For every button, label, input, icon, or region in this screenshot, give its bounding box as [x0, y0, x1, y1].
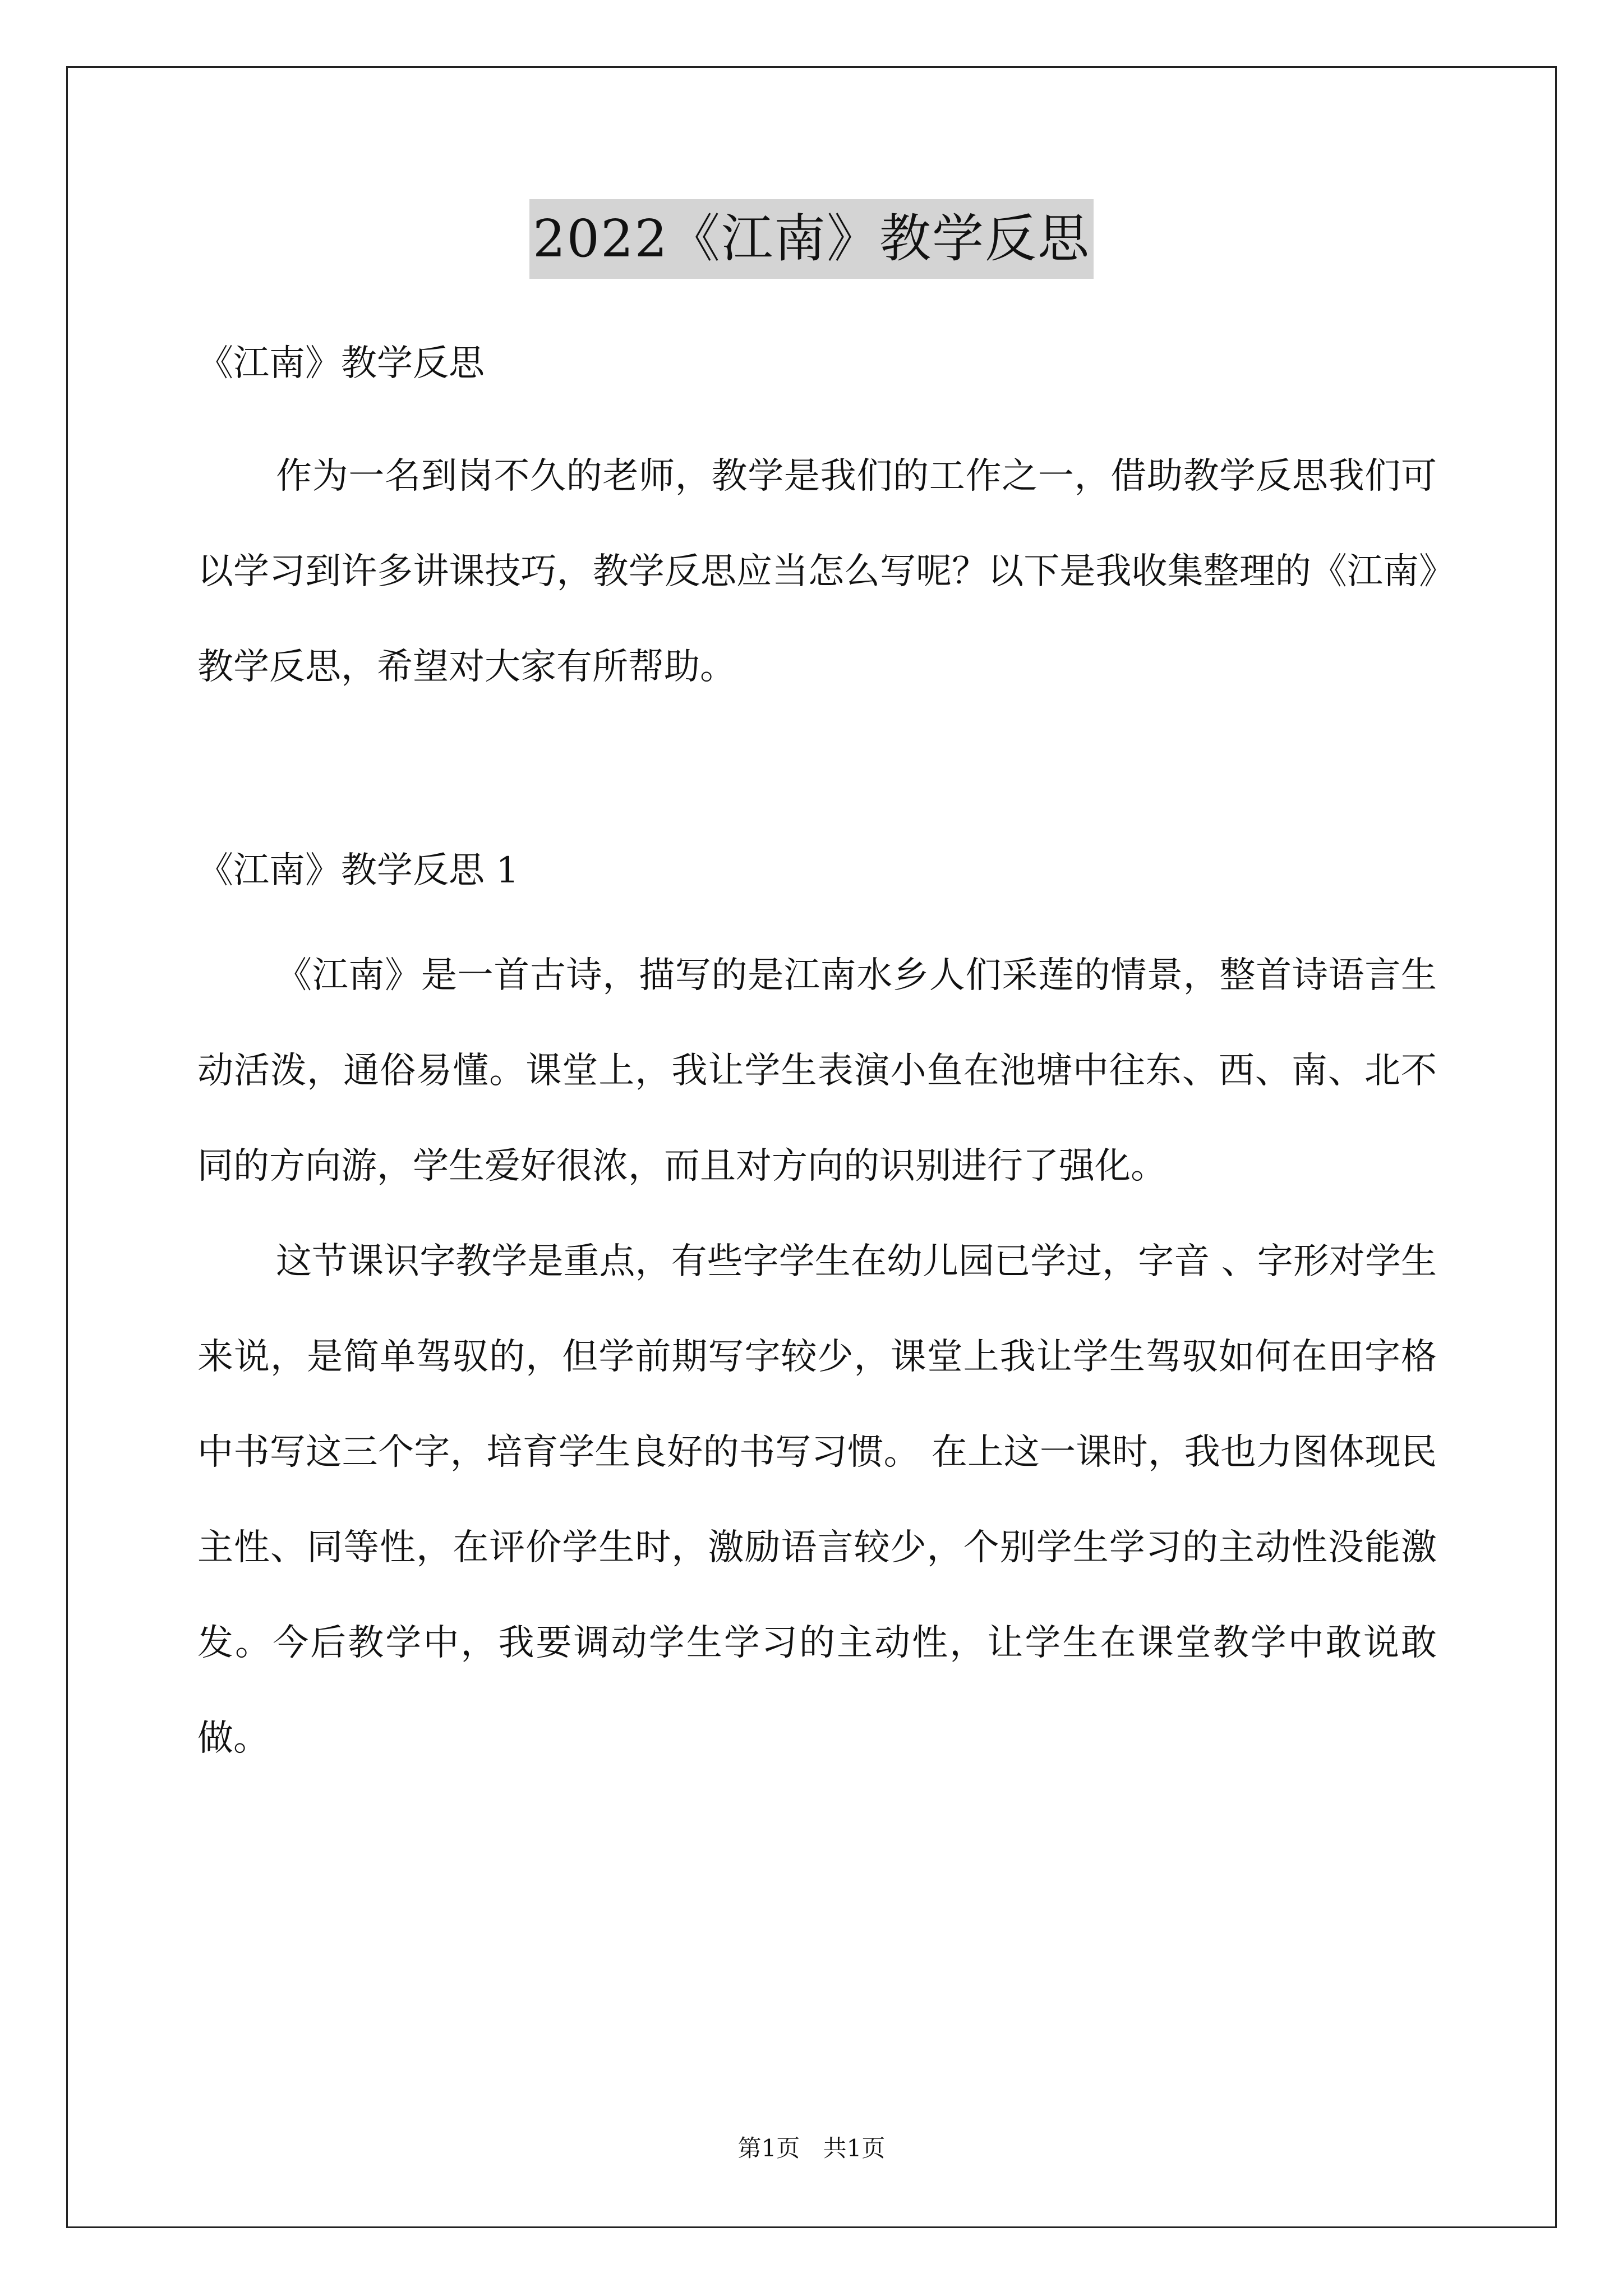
document-title: 2022《江南》教学反思 [529, 199, 1094, 279]
page-total: 共1页 [823, 2134, 886, 2162]
section-paragraph: 这节课识字教学是重点，有些字学生在幼儿园已学过，字音 、字形对学生来说，是简单驾驭的，但学前期写字较少，课堂上我让学生驾驭如何在田字格中书写这三个字，培育学生良好的书写习惯。 在上这一课时，我也力图体现民主性、同等性，在评价学生时，激励语言较少，个别学生学习的主动性没能激发。今后教学中，我要调动学生学习的主动性，让学生在课堂教学中敢说敢做。 [197, 1241, 1437, 1759]
page-number: 第1页 [737, 2134, 800, 2162]
intro-paragraph: 作为一名到岗不久的老师，教学是我们的工作之一，借助教学反思我们可以学习到许多讲课技巧，教学反思应当怎么写呢？以下是我收集整理的《江南》教学反思，希望对大家有所帮助。 [197, 455, 1437, 688]
section-paragraph: 《江南》是一首古诗，描写的是江南水乡人们采莲的情景，整首诗语言生动活泼，通俗易懂。课堂上，我让学生表演小鱼在池塘中往东、西、南、北不同的方向游，学生爱好很浓，而且对方向的识别进行了强化。 [197, 955, 1437, 1187]
intro-heading: 《江南》教学反思 [197, 343, 485, 384]
section-heading: 《江南》教学反思 1 [197, 850, 519, 891]
page-footer [0, 2132, 1623, 2165]
document-body [197, 337, 1437, 1786]
title-container [0, 199, 1623, 279]
